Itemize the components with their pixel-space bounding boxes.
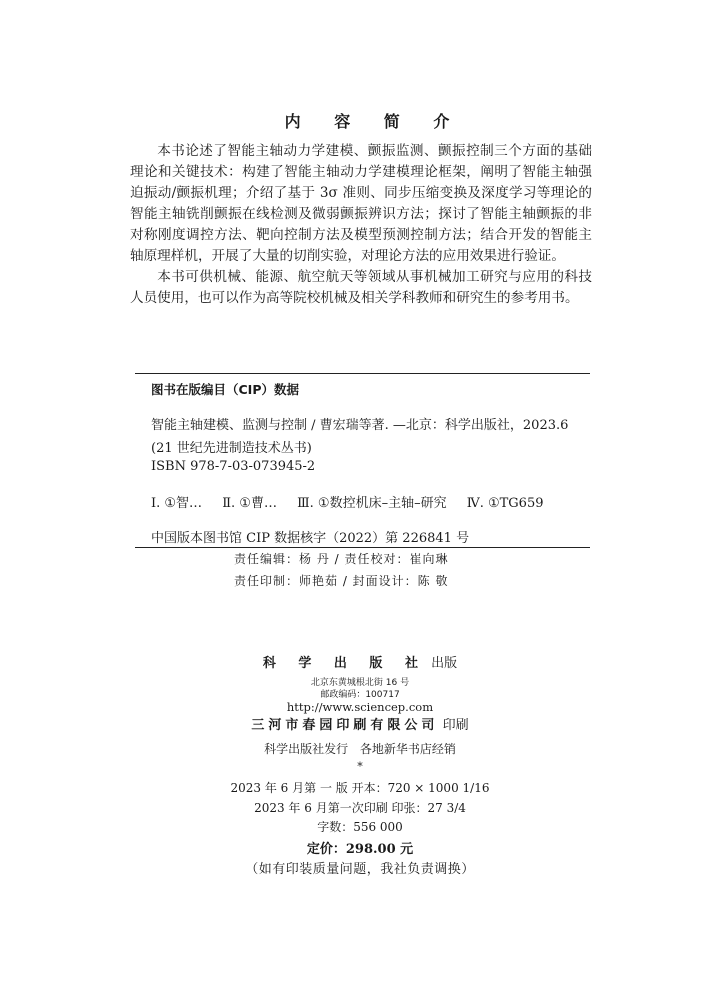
edition-line: 2023 年 6 月第 一 版 开本：720 × 1000 1/16 bbox=[230, 781, 490, 795]
summary-paragraph: 本书可供机械、能源、航空航天等领域从事机械加工研究与应用的科技人员使用，也可以作为高等院校机械及相关学科教师和研究生的参考用书。 bbox=[130, 269, 592, 306]
cip-series-line: (21 世纪先进制造技术丛书) bbox=[151, 441, 312, 456]
separator-star: * bbox=[357, 760, 363, 773]
editor-line: 责任编辑：杨 丹 / 责任校对：崔向琳 bbox=[234, 552, 449, 566]
publisher-address: 北京东黄城根北街 16 号 bbox=[310, 678, 410, 688]
quality-note: （如有印装质量问题，我社负责调换） bbox=[245, 862, 475, 877]
summary-paragraph: 本书论述了智能主轴动力学建模、颤振监测、颤振控制三个方面的基础理论和关键技术：构建了智能主轴动力学建模理论框架，阐明了智能主轴强迫振动/颤振机理；介绍了基于 3σ 准则、同步压缩变换及深度学习等理论的智能主轴铣削颤振在线检测及微弱颤振辨识方法；探讨了智能主轴颤振的非对称刚度调控方法、靶向控制方法及模型预测控制方法；结合开发的智能主轴原理样机，开展了大量的切削实验，对理论方法的应用效果进行验证。 bbox=[130, 143, 592, 264]
printer-line bbox=[0, 714, 720, 733]
editor-line: 责任印制：师艳茹 / 封面设计：陈 敬 bbox=[234, 574, 449, 588]
publisher-postcode: 邮政编码：100717 bbox=[320, 690, 400, 700]
cip-data-block bbox=[135, 373, 590, 548]
publisher-line bbox=[0, 652, 720, 671]
cip-title-line: 智能主轴建模、监测与控制 / 曹宏瑞等著. —北京：科学出版社，2023.6 bbox=[151, 418, 569, 433]
printer-suffix: 印刷 bbox=[442, 718, 469, 733]
cip-classification bbox=[151, 492, 560, 511]
publisher-website: http://www.sciencep.com bbox=[286, 700, 434, 714]
classification-item: Ⅳ. ①TG659 bbox=[466, 496, 544, 511]
publisher-suffix: 出版 bbox=[431, 656, 458, 671]
printing-line: 2023 年 6 月第一次印刷 印张：27 3/4 bbox=[254, 801, 466, 815]
distribution-line bbox=[0, 740, 720, 757]
content-summary bbox=[130, 141, 592, 309]
distribution-retail: 各地新华书店经销 bbox=[359, 742, 456, 756]
publisher-name: 科 学 出 版 社 bbox=[262, 656, 427, 671]
classification-item: Ⅲ. ①数控机床–主轴–研究 bbox=[297, 496, 447, 511]
cip-library-line: 中国版本图书馆 CIP 数据核字（2022）第 226841 号 bbox=[151, 531, 470, 546]
price: 定价：298.00 元 bbox=[306, 842, 414, 857]
editor-credits bbox=[234, 548, 449, 592]
classification-item: Ⅱ. ①曹… bbox=[222, 496, 277, 511]
cip-heading: 图书在版编目（CIP）数据 bbox=[151, 382, 299, 397]
page-title: 内 容 简 介 bbox=[284, 112, 464, 131]
classification-item: Ⅰ. ①智… bbox=[151, 496, 203, 511]
word-count: 字数：556 000 bbox=[317, 820, 403, 834]
cip-isbn-line: ISBN 978-7-03-073945-2 bbox=[151, 459, 316, 474]
printer-name: 三河市春园印刷有限公司 bbox=[251, 718, 439, 733]
distribution-publisher: 科学出版社发行 bbox=[264, 742, 349, 756]
